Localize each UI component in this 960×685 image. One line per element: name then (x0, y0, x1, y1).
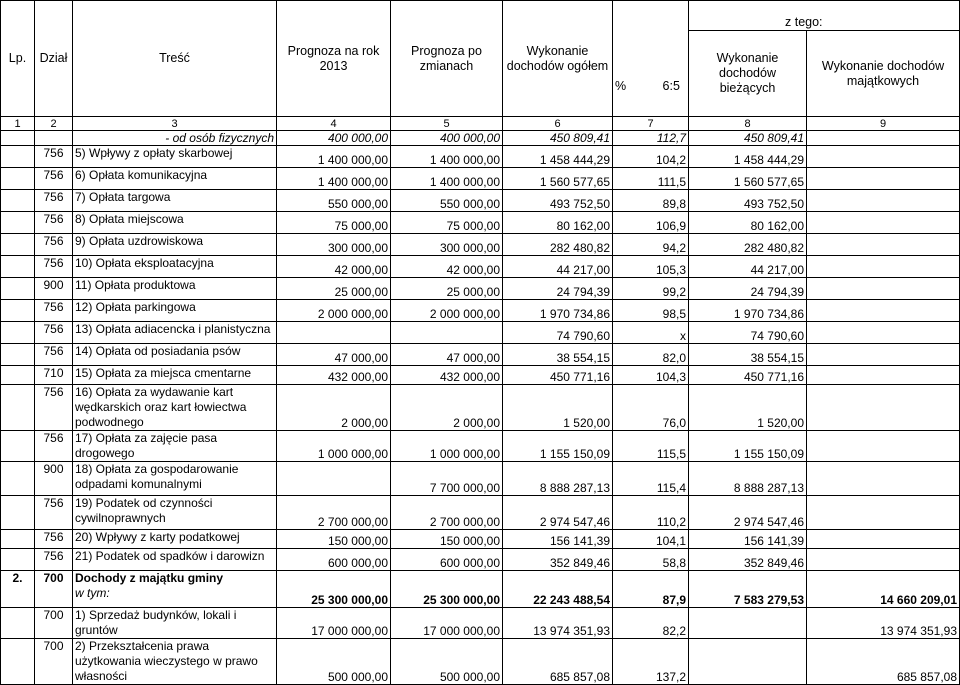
cell-dzial: 756 (35, 496, 73, 530)
table-row (1, 278, 960, 300)
cell-wykonanie-ogolem: 38 554,15 (503, 344, 613, 366)
cell-tresc: 18) Opłata za gospodarowanie odpadami komunalnymi (73, 462, 277, 496)
cell-prognoza-rok (277, 322, 391, 344)
cell-wykonanie-ogolem: 2 974 547,46 (503, 496, 613, 530)
cell-wykonanie-biezace: 352 849,46 (689, 549, 807, 571)
header-ratio: 6:5 (655, 1, 689, 117)
cell-dzial: 756 (35, 300, 73, 322)
cell-wykonanie-biezace: 1 520,00 (689, 385, 807, 431)
cell-prognoza-po: 550 000,00 (391, 190, 503, 212)
cell-prognoza-po: 17 000 000,00 (391, 608, 503, 639)
cell-prognoza-po: 432 000,00 (391, 366, 503, 385)
header-dzial: Dział (35, 1, 73, 117)
cell-percent: 137,2 (613, 639, 689, 685)
header-lp: Lp. (1, 1, 35, 117)
cell-prognoza-po (391, 322, 503, 344)
col-number: 6 (503, 117, 613, 131)
cell-tresc: 1) Sprzedaż budynków, lokali i gruntów (73, 608, 277, 639)
cell-tresc: 5) Wpływy z opłaty skarbowej (73, 146, 277, 168)
cell-prognoza-po: 42 000,00 (391, 256, 503, 278)
cell-prognoza-po: 500 000,00 (391, 639, 503, 685)
cell-wykonanie-ogolem: 1 458 444,29 (503, 146, 613, 168)
cell-prognoza-rok: 400 000,00 (277, 131, 391, 146)
cell-wykonanie-biezace: 80 162,00 (689, 212, 807, 234)
cell-wykonanie-ogolem: 13 974 351,93 (503, 608, 613, 639)
cell-wykonanie-majatkowe (807, 256, 960, 278)
header-wykonanie-biezace: Wykonanie dochodów bieżących (689, 31, 807, 117)
cell-percent: 104,2 (613, 146, 689, 168)
cell-wykonanie-majatkowe (807, 344, 960, 366)
cell-percent: 112,7 (613, 131, 689, 146)
cell-tresc: 21) Podatek od spadków i darowizn (73, 549, 277, 571)
cell-wykonanie-biezace: 493 752,50 (689, 190, 807, 212)
cell-prognoza-po: 2 000 000,00 (391, 300, 503, 322)
header-z-tego: z tego: (689, 1, 960, 31)
table-row (1, 190, 960, 212)
cell-wykonanie-majatkowe (807, 496, 960, 530)
cell-percent: 104,1 (613, 530, 689, 549)
cell-prognoza-rok: 300 000,00 (277, 234, 391, 256)
cell-wykonanie-ogolem: 1 970 734,86 (503, 300, 613, 322)
cell-tresc: 20) Wpływy z karty podatkowej (73, 530, 277, 549)
cell-wykonanie-biezace: 74 790,60 (689, 322, 807, 344)
cell-lp (1, 146, 35, 168)
cell-prognoza-po: 75 000,00 (391, 212, 503, 234)
cell-prognoza-po: 1 400 000,00 (391, 168, 503, 190)
cell-prognoza-rok: 47 000,00 (277, 344, 391, 366)
cell-dzial: 700 (35, 571, 73, 608)
cell-percent: 106,9 (613, 212, 689, 234)
cell-wykonanie-majatkowe: 14 660 209,01 (807, 571, 960, 608)
cell-wykonanie-ogolem: 1 520,00 (503, 385, 613, 431)
cell-wykonanie-ogolem: 22 243 488,54 (503, 571, 613, 608)
cell-prognoza-po: 400 000,00 (391, 131, 503, 146)
cell-dzial: 900 (35, 462, 73, 496)
cell-lp (1, 212, 35, 234)
cell-lp (1, 496, 35, 530)
cell-wykonanie-majatkowe: 13 974 351,93 (807, 608, 960, 639)
cell-prognoza-po: 47 000,00 (391, 344, 503, 366)
cell-lp (1, 639, 35, 685)
cell-wykonanie-majatkowe (807, 322, 960, 344)
cell-wykonanie-ogolem: 1 155 150,09 (503, 431, 613, 462)
cell-tresc: 10) Opłata eksploatacyjna (73, 256, 277, 278)
cell-wykonanie-majatkowe (807, 385, 960, 431)
cell-percent: 94,2 (613, 234, 689, 256)
cell-wykonanie-biezace: 1 560 577,65 (689, 168, 807, 190)
cell-wykonanie-biezace: 282 480,82 (689, 234, 807, 256)
cell-dzial: 756 (35, 431, 73, 462)
table-row (1, 256, 960, 278)
cell-wykonanie-biezace (689, 639, 807, 685)
cell-wykonanie-majatkowe: 685 857,08 (807, 639, 960, 685)
cell-percent: 105,3 (613, 256, 689, 278)
cell-dzial: 756 (35, 530, 73, 549)
table-row (1, 639, 960, 685)
cell-wykonanie-biezace: 1 970 734,86 (689, 300, 807, 322)
col-number: 5 (391, 117, 503, 131)
cell-percent: 58,8 (613, 549, 689, 571)
cell-wykonanie-majatkowe (807, 549, 960, 571)
cell-prognoza-rok: 2 000,00 (277, 385, 391, 431)
cell-prognoza-rok: 75 000,00 (277, 212, 391, 234)
cell-lp (1, 549, 35, 571)
cell-wykonanie-biezace: 1 458 444,29 (689, 146, 807, 168)
cell-wykonanie-biezace: 450 771,16 (689, 366, 807, 385)
table-row (1, 496, 960, 530)
cell-percent: 110,2 (613, 496, 689, 530)
cell-wykonanie-majatkowe (807, 212, 960, 234)
header-wykonanie-ogolem: Wykonanie dochodów ogółem (503, 1, 613, 117)
cell-dzial: 756 (35, 549, 73, 571)
cell-tresc: 19) Podatek od czynności cywilnoprawnych (73, 496, 277, 530)
col-number: 7 (613, 117, 689, 131)
cell-wykonanie-ogolem: 80 162,00 (503, 212, 613, 234)
cell-lp (1, 168, 35, 190)
cell-prognoza-rok: 42 000,00 (277, 256, 391, 278)
cell-prognoza-rok: 1 400 000,00 (277, 146, 391, 168)
table-row (1, 366, 960, 385)
cell-wykonanie-biezace: 44 217,00 (689, 256, 807, 278)
cell-lp (1, 608, 35, 639)
cell-percent: 89,8 (613, 190, 689, 212)
cell-dzial: 756 (35, 146, 73, 168)
cell-wykonanie-biezace: 8 888 287,13 (689, 462, 807, 496)
cell-wykonanie-ogolem: 352 849,46 (503, 549, 613, 571)
cell-tresc: 2) Przekształcenia prawa użytkowania wieczystego w prawo własności (73, 639, 277, 685)
cell-wykonanie-ogolem: 156 141,39 (503, 530, 613, 549)
col-number: 8 (689, 117, 807, 131)
cell-dzial: 700 (35, 639, 73, 685)
cell-dzial: 756 (35, 344, 73, 366)
cell-dzial: 756 (35, 385, 73, 431)
cell-wykonanie-majatkowe (807, 146, 960, 168)
col-number: 9 (807, 117, 960, 131)
header-wykonanie-majatkowe: Wykonanie dochodów majątkowych (807, 31, 960, 117)
cell-tresc: 9) Opłata uzdrowiskowa (73, 234, 277, 256)
cell-dzial: 900 (35, 278, 73, 300)
cell-percent: x (613, 322, 689, 344)
cell-wykonanie-majatkowe (807, 300, 960, 322)
cell-prognoza-po: 25 300 000,00 (391, 571, 503, 608)
cell-tresc: 8) Opłata miejscowa (73, 212, 277, 234)
cell-percent: 111,5 (613, 168, 689, 190)
cell-tresc: 11) Opłata produktowa (73, 278, 277, 300)
cell-lp (1, 278, 35, 300)
cell-lp (1, 131, 35, 146)
cell-lp (1, 530, 35, 549)
table-row (1, 571, 960, 608)
cell-tresc: 17) Opłata za zajęcie pasa drogowego (73, 431, 277, 462)
cell-percent: 76,0 (613, 385, 689, 431)
cell-prognoza-rok: 2 700 000,00 (277, 496, 391, 530)
cell-wykonanie-majatkowe (807, 234, 960, 256)
cell-wykonanie-biezace: 38 554,15 (689, 344, 807, 366)
cell-lp (1, 300, 35, 322)
cell-wykonanie-biezace: 156 141,39 (689, 530, 807, 549)
cell-percent: 98,5 (613, 300, 689, 322)
table-row (1, 322, 960, 344)
cell-prognoza-rok: 432 000,00 (277, 366, 391, 385)
cell-prognoza-rok (277, 462, 391, 496)
cell-wykonanie-biezace: 24 794,39 (689, 278, 807, 300)
cell-tresc: 16) Opłata za wydawanie kart wędkarskich oraz kart łowiectwa podwodnego (73, 385, 277, 431)
table-row (1, 168, 960, 190)
cell-percent: 104,3 (613, 366, 689, 385)
cell-wykonanie-ogolem: 1 560 577,65 (503, 168, 613, 190)
cell-lp: 2. (1, 571, 35, 608)
cell-prognoza-po: 7 700 000,00 (391, 462, 503, 496)
cell-wykonanie-majatkowe (807, 190, 960, 212)
cell-lp (1, 190, 35, 212)
cell-dzial: 756 (35, 234, 73, 256)
cell-tresc: 14) Opłata od posiadania psów (73, 344, 277, 366)
cell-wykonanie-ogolem: 8 888 287,13 (503, 462, 613, 496)
col-number: 1 (1, 117, 35, 131)
cell-prognoza-po: 1 400 000,00 (391, 146, 503, 168)
cell-wykonanie-ogolem: 450 771,16 (503, 366, 613, 385)
cell-dzial: 756 (35, 256, 73, 278)
cell-wykonanie-ogolem: 685 857,08 (503, 639, 613, 685)
cell-lp (1, 256, 35, 278)
cell-wykonanie-majatkowe (807, 431, 960, 462)
cell-dzial: 756 (35, 322, 73, 344)
cell-percent: 82,2 (613, 608, 689, 639)
cell-lp (1, 462, 35, 496)
cell-wykonanie-biezace: 7 583 279,53 (689, 571, 807, 608)
cell-tresc-main: Dochody z majątku gminy (75, 571, 224, 585)
table-row (1, 385, 960, 431)
cell-lp (1, 431, 35, 462)
cell-wykonanie-biezace: 1 155 150,09 (689, 431, 807, 462)
cell-tresc-sub: w tym: (75, 586, 110, 600)
cell-dzial: 756 (35, 212, 73, 234)
cell-wykonanie-majatkowe (807, 530, 960, 549)
cell-prognoza-po: 2 700 000,00 (391, 496, 503, 530)
cell-wykonanie-ogolem: 44 217,00 (503, 256, 613, 278)
cell-lp (1, 344, 35, 366)
table-row (1, 530, 960, 549)
cell-wykonanie-biezace (689, 608, 807, 639)
cell-wykonanie-majatkowe (807, 278, 960, 300)
cell-prognoza-po: 600 000,00 (391, 549, 503, 571)
cell-prognoza-rok: 25 000,00 (277, 278, 391, 300)
table-row (1, 462, 960, 496)
table-row (1, 608, 960, 639)
col-number: 2 (35, 117, 73, 131)
cell-percent: 87,9 (613, 571, 689, 608)
cell-prognoza-rok: 150 000,00 (277, 530, 391, 549)
cell-lp (1, 385, 35, 431)
cell-prognoza-po: 25 000,00 (391, 278, 503, 300)
cell-tresc: 6) Opłata komunikacyjna (73, 168, 277, 190)
cell-dzial: 700 (35, 608, 73, 639)
col-number: 3 (73, 117, 277, 131)
cell-tresc: 7) Opłata targowa (73, 190, 277, 212)
header-row-top (1, 1, 960, 31)
cell-prognoza-rok: 600 000,00 (277, 549, 391, 571)
cell-lp (1, 366, 35, 385)
cell-prognoza-rok: 1 000 000,00 (277, 431, 391, 462)
cell-wykonanie-majatkowe (807, 131, 960, 146)
cell-wykonanie-biezace: 450 809,41 (689, 131, 807, 146)
header-tresc: Treść (73, 1, 277, 117)
cell-percent: 82,0 (613, 344, 689, 366)
table-row (1, 549, 960, 571)
table-row (1, 146, 960, 168)
cell-wykonanie-majatkowe (807, 168, 960, 190)
table-row (1, 431, 960, 462)
cell-wykonanie-majatkowe (807, 462, 960, 496)
cell-tresc: - od osób fizycznych (73, 131, 277, 146)
cell-lp (1, 322, 35, 344)
table-row (1, 212, 960, 234)
table-row (1, 344, 960, 366)
cell-wykonanie-majatkowe (807, 366, 960, 385)
column-numbers-row (1, 117, 960, 131)
cell-wykonanie-ogolem: 74 790,60 (503, 322, 613, 344)
cell-tresc (73, 571, 277, 608)
cell-prognoza-rok: 550 000,00 (277, 190, 391, 212)
cell-prognoza-rok: 17 000 000,00 (277, 608, 391, 639)
cell-wykonanie-ogolem: 450 809,41 (503, 131, 613, 146)
cell-prognoza-po: 1 000 000,00 (391, 431, 503, 462)
header-prognoza-rok: Prognoza na rok 2013 (277, 1, 391, 117)
header-prognoza-po: Prognoza po zmianach (391, 1, 503, 117)
cell-lp (1, 234, 35, 256)
cell-wykonanie-ogolem: 282 480,82 (503, 234, 613, 256)
cell-tresc: 13) Opłata adiacencka i planistyczna (73, 322, 277, 344)
table-row (1, 300, 960, 322)
cell-prognoza-rok: 1 400 000,00 (277, 168, 391, 190)
cell-dzial: 756 (35, 190, 73, 212)
cell-prognoza-rok: 500 000,00 (277, 639, 391, 685)
cell-percent: 99,2 (613, 278, 689, 300)
header-percent: % (613, 1, 655, 117)
table-row (1, 234, 960, 256)
cell-dzial: 756 (35, 168, 73, 190)
cell-percent: 115,5 (613, 431, 689, 462)
cell-wykonanie-ogolem: 24 794,39 (503, 278, 613, 300)
cell-prognoza-rok: 25 300 000,00 (277, 571, 391, 608)
cell-prognoza-po: 2 000,00 (391, 385, 503, 431)
cell-dzial: 710 (35, 366, 73, 385)
cell-dzial (35, 131, 73, 146)
cell-prognoza-rok: 2 000 000,00 (277, 300, 391, 322)
cell-prognoza-po: 150 000,00 (391, 530, 503, 549)
col-number: 4 (277, 117, 391, 131)
cell-wykonanie-ogolem: 493 752,50 (503, 190, 613, 212)
cell-percent: 115,4 (613, 462, 689, 496)
cell-tresc: 12) Opłata parkingowa (73, 300, 277, 322)
cell-tresc: 15) Opłata za miejsca cmentarne (73, 366, 277, 385)
cell-wykonanie-biezace: 2 974 547,46 (689, 496, 807, 530)
table-row (1, 131, 960, 146)
cell-prognoza-po: 300 000,00 (391, 234, 503, 256)
